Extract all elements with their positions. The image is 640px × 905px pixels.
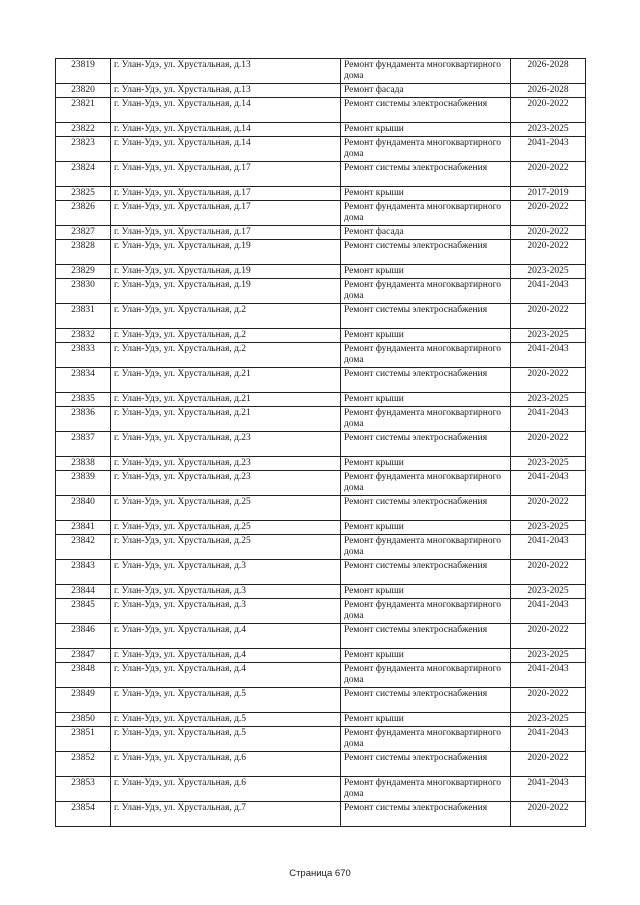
- work-type-cell: Ремонт системы электроснабжения: [341, 624, 511, 649]
- period-cell: 2026-2028: [511, 84, 586, 98]
- row-number-cell: 23844: [56, 585, 111, 599]
- table-row: [56, 624, 586, 649]
- address-cell: г. Улан-Удэ, ул. Хрустальная, д.21: [111, 393, 341, 407]
- table-row: [56, 329, 586, 343]
- row-number-cell: 23837: [56, 432, 111, 457]
- work-type-cell: Ремонт фундамента многоквартирного дома: [341, 407, 511, 432]
- work-type-cell: Ремонт фундамента многоквартирного дома: [341, 777, 511, 802]
- period-cell: 2020-2022: [511, 688, 586, 713]
- address-cell: г. Улан-Удэ, ул. Хрустальная, д.17: [111, 226, 341, 240]
- row-number-cell: 23828: [56, 240, 111, 265]
- table-row: [56, 727, 586, 752]
- work-type-cell: Ремонт фундамента многоквартирного дома: [341, 279, 511, 304]
- address-cell: г. Улан-Удэ, ул. Хрустальная, д.17: [111, 162, 341, 187]
- period-cell: 2041-2043: [511, 343, 586, 368]
- address-cell: г. Улан-Удэ, ул. Хрустальная, д.2: [111, 304, 341, 329]
- table-row: [56, 585, 586, 599]
- work-type-cell: Ремонт системы электроснабжения: [341, 802, 511, 827]
- table-row: [56, 304, 586, 329]
- table-row: [56, 343, 586, 368]
- address-cell: г. Улан-Удэ, ул. Хрустальная, д.19: [111, 265, 341, 279]
- table-row: [56, 649, 586, 663]
- works-table-body: [56, 59, 586, 827]
- period-cell: 2020-2022: [511, 162, 586, 187]
- row-number-cell: 23853: [56, 777, 111, 802]
- row-number-cell: 23838: [56, 457, 111, 471]
- period-cell: 2020-2022: [511, 240, 586, 265]
- work-type-cell: Ремонт системы электроснабжения: [341, 162, 511, 187]
- row-number-cell: 23849: [56, 688, 111, 713]
- table-row: [56, 240, 586, 265]
- address-cell: г. Улан-Удэ, ул. Хрустальная, д.5: [111, 688, 341, 713]
- period-cell: 2020-2022: [511, 752, 586, 777]
- row-number-cell: 23842: [56, 535, 111, 560]
- address-cell: г. Улан-Удэ, ул. Хрустальная, д.3: [111, 599, 341, 624]
- work-type-cell: Ремонт системы электроснабжения: [341, 496, 511, 521]
- address-cell: г. Улан-Удэ, ул. Хрустальная, д.2: [111, 329, 341, 343]
- work-type-cell: Ремонт системы электроснабжения: [341, 304, 511, 329]
- table-row: [56, 560, 586, 585]
- row-number-cell: 23824: [56, 162, 111, 187]
- work-type-cell: Ремонт крыши: [341, 187, 511, 201]
- table-row: [56, 599, 586, 624]
- work-type-cell: Ремонт фундамента многоквартирного дома: [341, 343, 511, 368]
- work-type-cell: Ремонт крыши: [341, 521, 511, 535]
- work-type-cell: Ремонт системы электроснабжения: [341, 98, 511, 123]
- address-cell: г. Улан-Удэ, ул. Хрустальная, д.13: [111, 59, 341, 84]
- work-type-cell: Ремонт фундамента многоквартирного дома: [341, 471, 511, 496]
- table-row: [56, 777, 586, 802]
- period-cell: 2023-2025: [511, 123, 586, 137]
- period-cell: 2020-2022: [511, 432, 586, 457]
- row-number-cell: 23826: [56, 201, 111, 226]
- address-cell: г. Улан-Удэ, ул. Хрустальная, д.6: [111, 777, 341, 802]
- table-row: [56, 802, 586, 827]
- row-number-cell: 23848: [56, 663, 111, 688]
- period-cell: 2041-2043: [511, 279, 586, 304]
- row-number-cell: 23843: [56, 560, 111, 585]
- row-number-cell: 23823: [56, 137, 111, 162]
- work-type-cell: Ремонт фундамента многоквартирного дома: [341, 59, 511, 84]
- address-cell: г. Улан-Удэ, ул. Хрустальная, д.14: [111, 137, 341, 162]
- work-type-cell: Ремонт фасада: [341, 84, 511, 98]
- period-cell: 2023-2025: [511, 649, 586, 663]
- address-cell: г. Улан-Удэ, ул. Хрустальная, д.5: [111, 713, 341, 727]
- period-cell: 2020-2022: [511, 98, 586, 123]
- row-number-cell: 23832: [56, 329, 111, 343]
- address-cell: г. Улан-Удэ, ул. Хрустальная, д.14: [111, 123, 341, 137]
- row-number-cell: 23833: [56, 343, 111, 368]
- period-cell: 2020-2022: [511, 802, 586, 827]
- address-cell: г. Улан-Удэ, ул. Хрустальная, д.13: [111, 84, 341, 98]
- table-row: [56, 407, 586, 432]
- period-cell: 2041-2043: [511, 137, 586, 162]
- address-cell: г. Улан-Удэ, ул. Хрустальная, д.6: [111, 752, 341, 777]
- work-type-cell: Ремонт системы электроснабжения: [341, 240, 511, 265]
- row-number-cell: 23820: [56, 84, 111, 98]
- table-row: [56, 521, 586, 535]
- table-row: [56, 226, 586, 240]
- period-cell: 2020-2022: [511, 624, 586, 649]
- table-row: [56, 162, 586, 187]
- period-cell: 2041-2043: [511, 727, 586, 752]
- period-cell: 2023-2025: [511, 521, 586, 535]
- work-type-cell: Ремонт крыши: [341, 329, 511, 343]
- row-number-cell: 23821: [56, 98, 111, 123]
- row-number-cell: 23825: [56, 187, 111, 201]
- table-row: [56, 137, 586, 162]
- address-cell: г. Улан-Удэ, ул. Хрустальная, д.4: [111, 663, 341, 688]
- row-number-cell: 23822: [56, 123, 111, 137]
- row-number-cell: 23850: [56, 713, 111, 727]
- work-type-cell: Ремонт крыши: [341, 713, 511, 727]
- work-type-cell: Ремонт фундамента многоквартирного дома: [341, 727, 511, 752]
- page-number: Страница 670: [289, 868, 351, 879]
- address-cell: г. Улан-Удэ, ул. Хрустальная, д.14: [111, 98, 341, 123]
- work-type-cell: Ремонт крыши: [341, 649, 511, 663]
- table-row: [56, 713, 586, 727]
- address-cell: г. Улан-Удэ, ул. Хрустальная, д.23: [111, 457, 341, 471]
- table-row: [56, 84, 586, 98]
- row-number-cell: 23836: [56, 407, 111, 432]
- address-cell: г. Улан-Удэ, ул. Хрустальная, д.4: [111, 624, 341, 649]
- work-type-cell: Ремонт фундамента многоквартирного дома: [341, 535, 511, 560]
- table-row: [56, 187, 586, 201]
- row-number-cell: 23841: [56, 521, 111, 535]
- period-cell: 2026-2028: [511, 59, 586, 84]
- table-row: [56, 663, 586, 688]
- row-number-cell: 23831: [56, 304, 111, 329]
- row-number-cell: 23835: [56, 393, 111, 407]
- address-cell: г. Улан-Удэ, ул. Хрустальная, д.25: [111, 535, 341, 560]
- row-number-cell: 23845: [56, 599, 111, 624]
- row-number-cell: 23847: [56, 649, 111, 663]
- table-row: [56, 393, 586, 407]
- work-type-cell: Ремонт фундамента многоквартирного дома: [341, 599, 511, 624]
- table-row: [56, 368, 586, 393]
- period-cell: 2020-2022: [511, 368, 586, 393]
- table-row: [56, 752, 586, 777]
- address-cell: г. Улан-Удэ, ул. Хрустальная, д.21: [111, 407, 341, 432]
- work-type-cell: Ремонт крыши: [341, 265, 511, 279]
- row-number-cell: 23829: [56, 265, 111, 279]
- period-cell: 2041-2043: [511, 535, 586, 560]
- address-cell: г. Улан-Удэ, ул. Хрустальная, д.4: [111, 649, 341, 663]
- table-row: [56, 471, 586, 496]
- address-cell: г. Улан-Удэ, ул. Хрустальная, д.23: [111, 432, 341, 457]
- address-cell: г. Улан-Удэ, ул. Хрустальная, д.17: [111, 201, 341, 226]
- address-cell: г. Улан-Удэ, ул. Хрустальная, д.19: [111, 279, 341, 304]
- address-cell: г. Улан-Удэ, ул. Хрустальная, д.21: [111, 368, 341, 393]
- period-cell: 2020-2022: [511, 496, 586, 521]
- row-number-cell: 23840: [56, 496, 111, 521]
- table-row: [56, 688, 586, 713]
- row-number-cell: 23854: [56, 802, 111, 827]
- table-row: [56, 432, 586, 457]
- work-type-cell: Ремонт системы электроснабжения: [341, 688, 511, 713]
- address-cell: г. Улан-Удэ, ул. Хрустальная, д.5: [111, 727, 341, 752]
- period-cell: 2017-2019: [511, 187, 586, 201]
- work-type-cell: Ремонт фундамента многоквартирного дома: [341, 137, 511, 162]
- period-cell: 2020-2022: [511, 226, 586, 240]
- table-row: [56, 98, 586, 123]
- address-cell: г. Улан-Удэ, ул. Хрустальная, д.17: [111, 187, 341, 201]
- table-row: [56, 535, 586, 560]
- period-cell: 2023-2025: [511, 585, 586, 599]
- table-row: [56, 496, 586, 521]
- row-number-cell: 23846: [56, 624, 111, 649]
- address-cell: г. Улан-Удэ, ул. Хрустальная, д.23: [111, 471, 341, 496]
- address-cell: г. Улан-Удэ, ул. Хрустальная, д.3: [111, 585, 341, 599]
- period-cell: 2023-2025: [511, 713, 586, 727]
- address-cell: г. Улан-Удэ, ул. Хрустальная, д.25: [111, 521, 341, 535]
- address-cell: г. Улан-Удэ, ул. Хрустальная, д.25: [111, 496, 341, 521]
- row-number-cell: 23830: [56, 279, 111, 304]
- address-cell: г. Улан-Удэ, ул. Хрустальная, д.3: [111, 560, 341, 585]
- address-cell: г. Улан-Удэ, ул. Хрустальная, д.19: [111, 240, 341, 265]
- row-number-cell: 23827: [56, 226, 111, 240]
- work-type-cell: Ремонт системы электроснабжения: [341, 368, 511, 393]
- work-type-cell: Ремонт фундамента многоквартирного дома: [341, 663, 511, 688]
- work-type-cell: Ремонт крыши: [341, 585, 511, 599]
- table-row: [56, 201, 586, 226]
- period-cell: 2023-2025: [511, 457, 586, 471]
- period-cell: 2041-2043: [511, 777, 586, 802]
- row-number-cell: 23819: [56, 59, 111, 84]
- address-cell: г. Улан-Удэ, ул. Хрустальная, д.7: [111, 802, 341, 827]
- table-row: [56, 123, 586, 137]
- work-type-cell: Ремонт крыши: [341, 123, 511, 137]
- row-number-cell: 23852: [56, 752, 111, 777]
- period-cell: 2020-2022: [511, 560, 586, 585]
- work-type-cell: Ремонт фундамента многоквартирного дома: [341, 201, 511, 226]
- table-row: [56, 59, 586, 84]
- work-type-cell: Ремонт системы электроснабжения: [341, 432, 511, 457]
- work-type-cell: Ремонт крыши: [341, 457, 511, 471]
- period-cell: 2023-2025: [511, 329, 586, 343]
- table-row: [56, 457, 586, 471]
- work-type-cell: Ремонт фасада: [341, 226, 511, 240]
- period-cell: 2020-2022: [511, 201, 586, 226]
- period-cell: 2020-2022: [511, 304, 586, 329]
- row-number-cell: 23839: [56, 471, 111, 496]
- table-row: [56, 279, 586, 304]
- row-number-cell: 23851: [56, 727, 111, 752]
- period-cell: 2023-2025: [511, 393, 586, 407]
- row-number-cell: 23834: [56, 368, 111, 393]
- address-cell: г. Улан-Удэ, ул. Хрустальная, д.2: [111, 343, 341, 368]
- period-cell: 2023-2025: [511, 265, 586, 279]
- period-cell: 2041-2043: [511, 663, 586, 688]
- period-cell: 2041-2043: [511, 407, 586, 432]
- table-row: [56, 265, 586, 279]
- work-type-cell: Ремонт крыши: [341, 393, 511, 407]
- works-table: [55, 58, 586, 827]
- period-cell: 2041-2043: [511, 471, 586, 496]
- work-type-cell: Ремонт системы электроснабжения: [341, 752, 511, 777]
- period-cell: 2041-2043: [511, 599, 586, 624]
- work-type-cell: Ремонт системы электроснабжения: [341, 560, 511, 585]
